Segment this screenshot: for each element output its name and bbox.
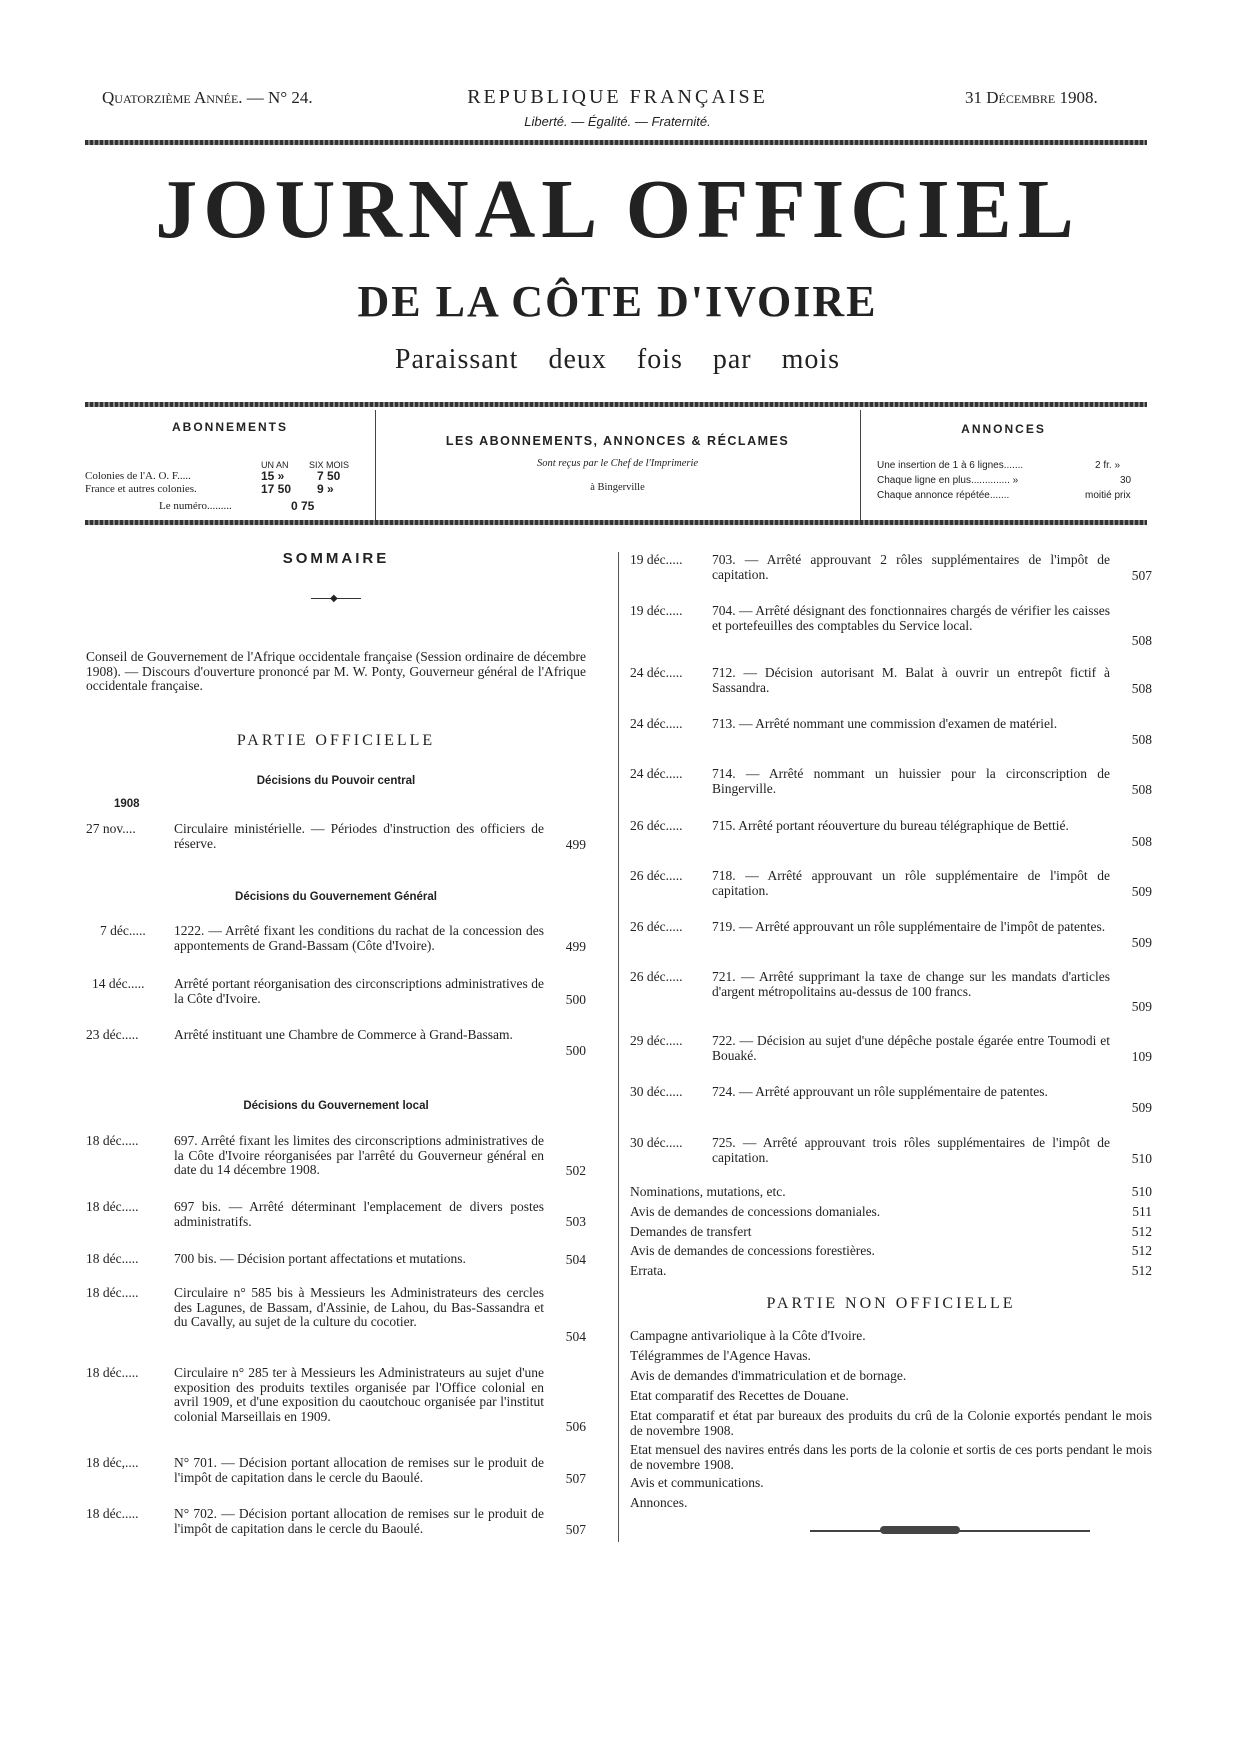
nonofficial-item: Télégrammes de l'Agence Havas.	[630, 1348, 811, 1363]
sub-row-label: Colonies de l'A. O. F.....	[85, 470, 191, 482]
col-year: UN AN	[261, 460, 289, 470]
toc-misc-item: Avis de demandes de concessions forestières. 512	[630, 1243, 1152, 1258]
left-column: SOMMAIRE ◆ Conseil de Gouvernement de l'Afrique occidentale française (Session ordinaire de décembre 1908). — Discours d'ouverture prononcé par M. W. Ponty, Gouverneur général de l'Afrique occidentale française. PARTIE OFFICIELLE Décisions du Pouvoir central 1908 27 nov.... Circulaire ministérielle. — Périodes d'instruction des officiers de réserve. 499 Décisions du Gouvernement Général 7 déc..... 1222. — Arrêté fixant les conditions du rachat de la concession des appontements de Grand-Bassam (Côte d'Ivoire). 499 14 déc..... Arrêté portant réorganisation des circonscriptions administratives de la Côte d'Ivoire. 500 23 déc..... Arrêté instituant une Chambre de Commerce à Grand-Bassam. 500 Décisions du Gouvernement local 18 déc..... 697. Arrêté fixant les limites des circonscriptions administratives de la Côte d'Ivoire réorganisées par l'arrêté du Gouverneur général en date du 14 décembre 1908. 502 18 déc..... 697 bis. — Arrêté déterminant l'emplacement de divers postes administratifs. 503 18 déc..... 700 bis. — Décision portant affectations et mutations. 504 18 déc..... Circulaire n° 585 bis à Messieurs les Administrateurs des cercles des Lagunes, de Bassam, d'Assinie, de Lahou, du Bas-Sassandra et du Cavally, au sujet de la culture du cocotier. 504 18 déc..... Circulaire n° 285 ter à Messieurs les Administrateurs au sujet d'une exposition des produits textiles organisée par l'Office colonial en avril 1909, et d'une exposition du caoutchouc organisée par l'institut colonial Marseillais en 1909. 506 18 déc,.... N° 701. — Décision portant allocation de remises sur le produit de l'impôt de capitation dans le cercle du Baoulé. 507 18 déc..... N° 702. — Décision portant allocation de remises sur le produit de l'impôt de capitation dans le cercle du Baoulé. 507	[86, 550, 586, 1537]
journal-title: JOURNAL OFFICIEL	[155, 163, 1080, 256]
sub-row-year: 15 »	[261, 469, 285, 483]
section-year: 1908	[114, 798, 140, 810]
partie-non-officielle-heading: PARTIE NON OFFICIELLE	[766, 1295, 1016, 1312]
section-gouvernement-general: Décisions du Gouvernement Général	[235, 891, 437, 903]
nonofficial-item: Avis et communications.	[630, 1475, 764, 1490]
intro-paragraph: Conseil de Gouvernement de l'Afrique occidentale française (Session ordinaire de décembre 1908). — Discours d'ouverture prononcé par M. W. Ponty, Gouverneur général de l'Afrique occidentale française.	[86, 649, 586, 693]
motto: Liberté. — Égalité. — Fraternité.	[524, 114, 711, 129]
column-divider	[618, 552, 619, 1542]
republic-heading: REPUBLIQUE FRANÇAISE	[467, 86, 768, 108]
ann-row-price: moitié prix	[1085, 490, 1131, 501]
toc-misc-item: Errata. 512	[630, 1263, 1152, 1278]
toc-misc-item: Nominations, mutations, etc. 510	[630, 1184, 1152, 1199]
ann-row-price: 2 fr. »	[1095, 460, 1121, 471]
nonofficial-item: Avis de demandes d'immatriculation et de bornage.	[630, 1368, 907, 1383]
sub-row-year: 17 50	[261, 482, 292, 496]
ornament-diamond: ◆	[330, 593, 338, 604]
nonofficial-item: Etat comparatif et état par bureaux des produits du crû de la Colonie exportés pendant le mois de novembre 1908.	[630, 1408, 1152, 1438]
issue-date: 31 Décembre 1908.	[965, 88, 1098, 107]
ann-row-label: Chaque ligne en plus.............. »	[877, 475, 1019, 486]
section-pouvoir-central: Décisions du Pouvoir central	[256, 775, 416, 787]
issue-number: Quatorzième Année. — N° 24.	[102, 88, 313, 107]
subscriptions-heading: ABONNEMENTS	[171, 420, 288, 434]
col-six: SIX MOIS	[309, 460, 350, 470]
announcements-heading: ANNONCES	[961, 422, 1046, 436]
nonofficial-item: Etat mensuel des navires entrés dans les ports de la colonie et sortis de ces ports pendant le mois de novembre 1908.	[630, 1442, 1152, 1472]
nonofficial-item: Annonces.	[630, 1495, 688, 1510]
nonofficial-item: Etat comparatif des Recettes de Douane.	[630, 1388, 849, 1403]
ann-row-label: Chaque annonce répétée.......	[877, 490, 1010, 501]
center-box-heading: LES ABONNEMENTS, ANNONCES & RÉCLAMES	[445, 434, 790, 448]
closing-ornament-center	[880, 1526, 960, 1534]
right-column: 19 déc..... 703. — Arrêté approuvant 2 rôles supplémentaires de l'impôt de capitation. 507 19 déc..... 704. — Arrêté désignant des fonctionnaires chargés de vérifier les caisses et portefeuilles des comptables du Service local. 508 24 déc..... 712. — Décision autorisant M. Balat à ouvrir un entrepôt fictif à Sassandra. 508 24 déc..... 713. — Arrêté nommant une commission d'examen de matériel. 508 24 déc..... 714. — Arrêté nommant un huissier pour la circonscription de Bingerville. 508 26 déc..... 715. Arrêté portant réouverture du bureau télégraphique de Bettié. 508 26 déc..... 718. — Arrêté approuvant un rôle supplémentaire de l'impôt de capitation. 509 26 déc..... 719. — Arrêté approuvant un rôle supplémentaire de l'impôt de patentes. 509 26 déc..... 721. — Arrêté supprimant la taxe de change sur les mandats d'articles d'argent métropolitains au-dessus de 100 francs. 509 29 déc..... 722. — Décision au sujet d'une dépêche postale égarée entre Toumodi et Bouaké. 109 30 déc..... 724. — Arrêté approuvant un rôle supplémentaire de patentes. 509 30 déc..... 725. — Arrêté approuvant trois rôles supplémentaires de l'impôt de capitation. 510 Nominations, mutations, etc. 510 Avis de demandes de concessions domaniales. 511 Demandes de transfert 512 Avis de demandes de concessions forestières. 512 Errata. 512 PARTIE NON OFFICIELLE Campagne antivariolique à la Côte d'Ivoire. Télégrammes de l'Agence Havas. Avis de demandes d'immatriculation et de bornage. Etat comparatif des Recettes de Douane. Etat comparatif et état par bureaux des produits du crû de la Colonie exportés pendant le mois de novembre 1908. Etat mensuel des navires entrés dans les ports de la colonie et sortis de ces ports pendant le mois de novembre 1908. Avis et communications. Annonces.	[630, 0, 1152, 1742]
publication-frequency: Paraissant deux fois par mois	[394, 344, 841, 375]
sommaire-heading: SOMMAIRE	[282, 550, 390, 567]
toc-misc-item: Demandes de transfert 512	[630, 1224, 1152, 1239]
single-issue-label: Le numéro.........	[159, 500, 232, 512]
sub-row-six: 7 50	[317, 469, 341, 483]
sub-row-label: France et autres colonies.	[85, 483, 197, 495]
partie-officielle-heading: PARTIE OFFICIELLE	[236, 732, 436, 749]
single-issue-price: 0 75	[291, 499, 315, 513]
section-gouvernement-local: Décisions du Gouvernement local	[243, 1100, 429, 1112]
ann-row-label: Une insertion de 1 à 6 lignes.......	[877, 460, 1024, 471]
center-box-line2: à Bingerville	[590, 482, 645, 493]
sub-row-six: 9 »	[317, 482, 334, 496]
ann-row-price: 30	[1120, 475, 1132, 486]
nonofficial-item: Campagne antivariolique à la Côte d'Ivoire.	[630, 1328, 866, 1343]
journal-subtitle: DE LA CÔTE D'IVOIRE	[357, 277, 878, 326]
center-box-line1: Sont reçus par le Chef de l'Imprimerie	[536, 458, 699, 469]
toc-misc-item: Avis de demandes de concessions domaniales. 511	[630, 1204, 1152, 1219]
